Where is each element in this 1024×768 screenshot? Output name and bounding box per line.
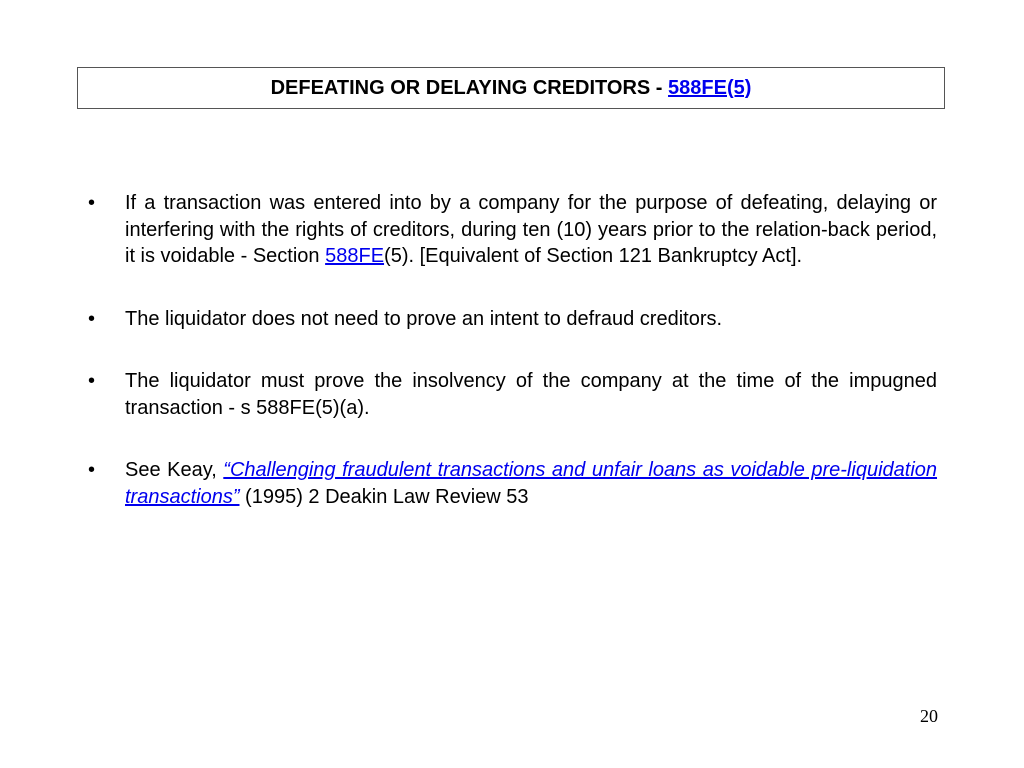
bullet-marker: • bbox=[88, 307, 96, 330]
bullet-item bbox=[88, 368, 937, 421]
section-588fe5-link[interactable]: 588FE(5) bbox=[668, 76, 752, 99]
bullet-text-part: (5). [Equivalent of Section 121 Bankruptcy Act]. bbox=[384, 245, 803, 267]
slide-title bbox=[77, 67, 945, 109]
slide-title-text: DEFEATING OR DELAYING CREDITORS - bbox=[270, 76, 663, 99]
keay-article-link[interactable]: “Challenging fraudulent transactions and unfair loans as voidable pre-liquidation transactions” bbox=[125, 459, 938, 508]
bullet-text bbox=[125, 190, 937, 270]
bullet-text: The liquidator must prove the insolvency of the company at the time of the impugned transaction - s 588FE(5)(a). bbox=[125, 370, 937, 419]
bullet-item bbox=[88, 190, 937, 270]
section-588fe-link[interactable]: 588FE bbox=[325, 245, 385, 267]
bullet-text: The liquidator does not need to prove an intent to defraud creditors. bbox=[125, 307, 723, 330]
bullet-list bbox=[88, 190, 937, 546]
bullet-text-part: If a transaction was entered into by a company for the purpose of defeating, delaying or interfering with the rights of creditors, during ten (10) years prior to the relation-back period, it is voidable - Section bbox=[125, 192, 937, 267]
bullet-text-part: (1995) 2 Deakin Law Review 53 bbox=[239, 485, 529, 508]
bullet-marker: • bbox=[88, 370, 96, 392]
bullet-item bbox=[88, 306, 937, 333]
bullet-marker: • bbox=[88, 459, 96, 481]
bullet-text-part: See Keay, bbox=[125, 459, 224, 481]
bullet-marker: • bbox=[88, 192, 96, 214]
bullet-text bbox=[125, 457, 937, 510]
page-number: 20 bbox=[920, 706, 938, 726]
bullet-item bbox=[88, 457, 937, 510]
